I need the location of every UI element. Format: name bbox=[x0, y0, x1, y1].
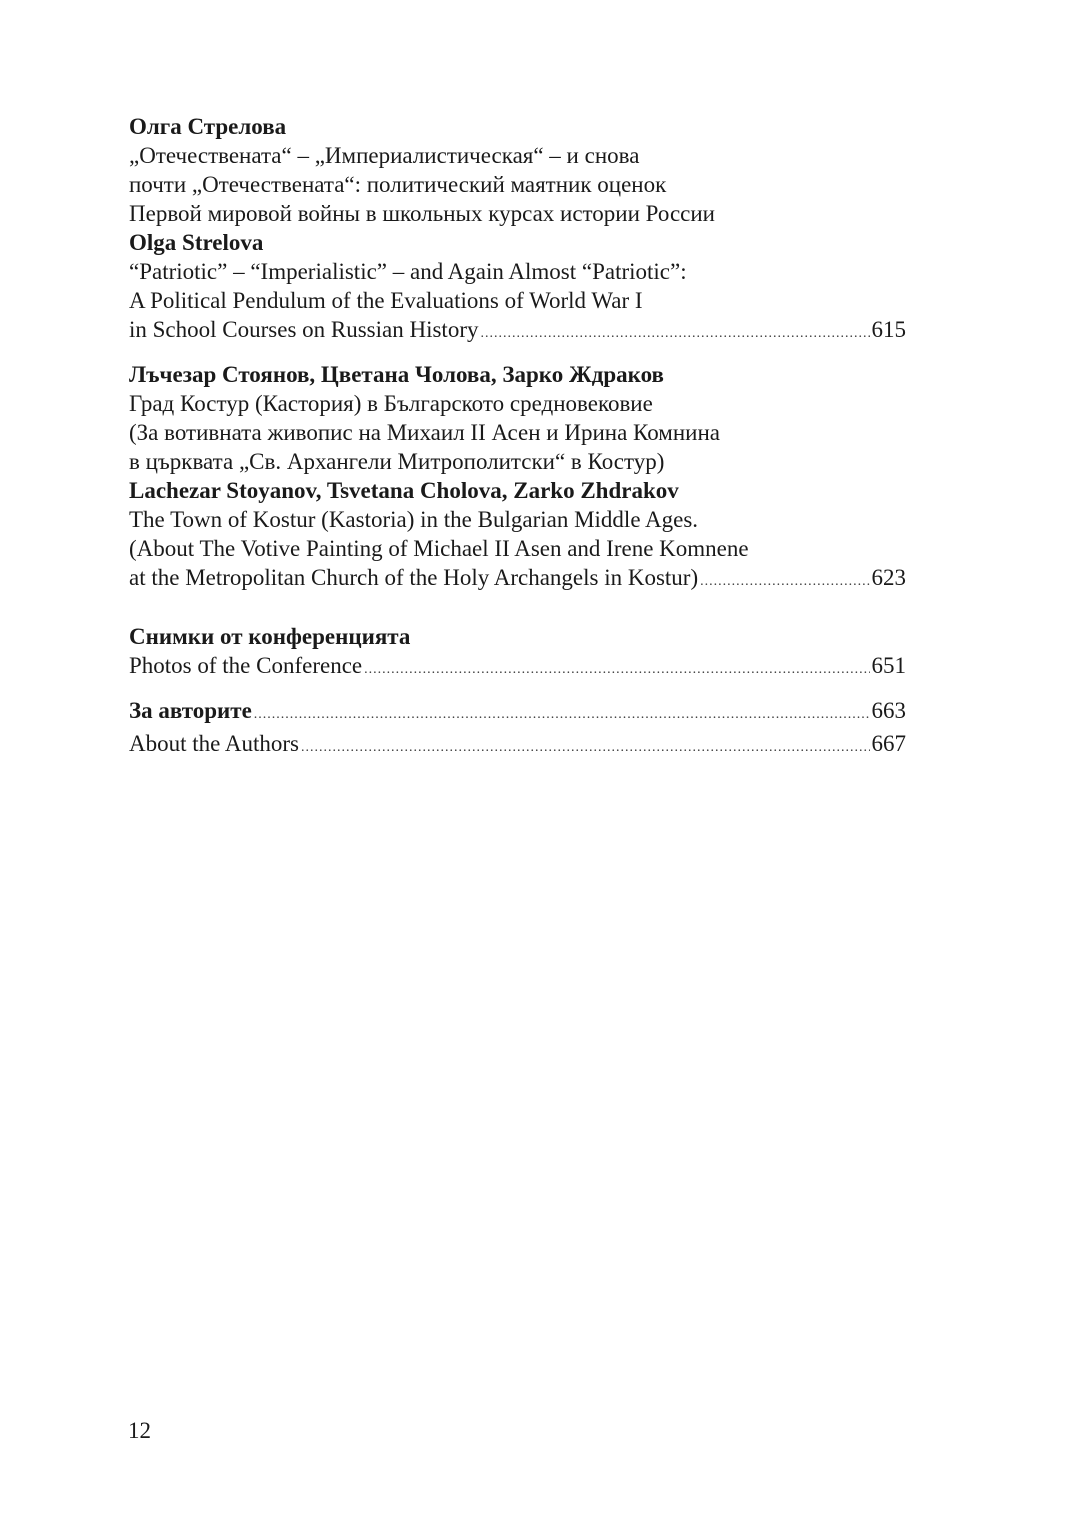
toc-entry-stoyanov bbox=[129, 360, 906, 596]
article-title-en-line: “Patriotic” – “Imperialistic” – and Again Almost “Patriotic”: bbox=[129, 259, 687, 284]
section-title-en: Photos of the Conference bbox=[129, 653, 363, 678]
toc-leader-line[interactable] bbox=[129, 729, 906, 762]
section-heading-bg: Снимки от конференцията bbox=[129, 624, 411, 649]
dot-leader bbox=[301, 733, 870, 762]
dot-leader bbox=[480, 319, 869, 348]
article-title-en-line: The Town of Kostur (Kastoria) in the Bulgarian Middle Ages. bbox=[129, 507, 699, 532]
page-number: 12 bbox=[128, 1418, 151, 1443]
section-title-bg: За авторите bbox=[129, 698, 252, 723]
author-name-ru: Олга Стрелова bbox=[129, 114, 287, 139]
author-name-en: Olga Strelova bbox=[129, 230, 264, 255]
article-title-bg-line: в църквата „Св. Архангели Митрополитски“ в Костур) bbox=[129, 449, 665, 474]
toc-entry-authors bbox=[129, 696, 906, 762]
author-names-en: Lachezar Stoyanov, Tsvetana Cholova, Zarko Zhdrakov bbox=[129, 478, 679, 503]
toc-entry-strelova bbox=[129, 112, 906, 348]
toc-leader-line[interactable] bbox=[129, 315, 906, 348]
author-names-bg: Лъчезар Стоянов, Цветана Чолова, Зарко Ждраков bbox=[129, 362, 664, 387]
section-title-en: About the Authors bbox=[129, 731, 299, 756]
article-title-ru-line: почти „Отечествената“: политический маятник оценок bbox=[129, 172, 667, 197]
dot-leader bbox=[254, 700, 870, 729]
article-title-ru-line: Первой мировой войны в школьных курсах истории России bbox=[129, 201, 715, 226]
toc-leader-line[interactable] bbox=[129, 651, 906, 684]
article-title-bg-line: Град Костур (Кастория) в Българското средновековие bbox=[129, 391, 653, 416]
article-title-en-line: (About The Votive Painting of Michael II Asen and Irene Komnene bbox=[129, 536, 749, 561]
article-title-en-line: at the Metropolitan Church of the Holy Archangels in Kostur) bbox=[129, 565, 699, 590]
dot-leader bbox=[700, 567, 869, 596]
table-of-contents bbox=[129, 112, 906, 762]
toc-entry-photos bbox=[129, 622, 906, 684]
page-reference: 615 bbox=[871, 317, 906, 342]
article-title-en-line: in School Courses on Russian History bbox=[129, 317, 479, 342]
article-title-en-line: A Political Pendulum of the Evaluations of World War I bbox=[129, 288, 643, 313]
page-reference: 623 bbox=[871, 565, 906, 590]
dot-leader bbox=[364, 655, 869, 684]
page-reference: 667 bbox=[871, 731, 906, 756]
page-reference: 663 bbox=[871, 698, 906, 723]
toc-leader-line[interactable] bbox=[129, 563, 906, 596]
toc-leader-line[interactable] bbox=[129, 696, 906, 729]
article-title-bg-line: (За вотивната живопис на Михаил II Асен и Ирина Комнина bbox=[129, 420, 720, 445]
article-title-ru-line: „Отечествената“ – „Империалистическая“ – и снова bbox=[129, 143, 640, 168]
page-reference: 651 bbox=[871, 653, 906, 678]
